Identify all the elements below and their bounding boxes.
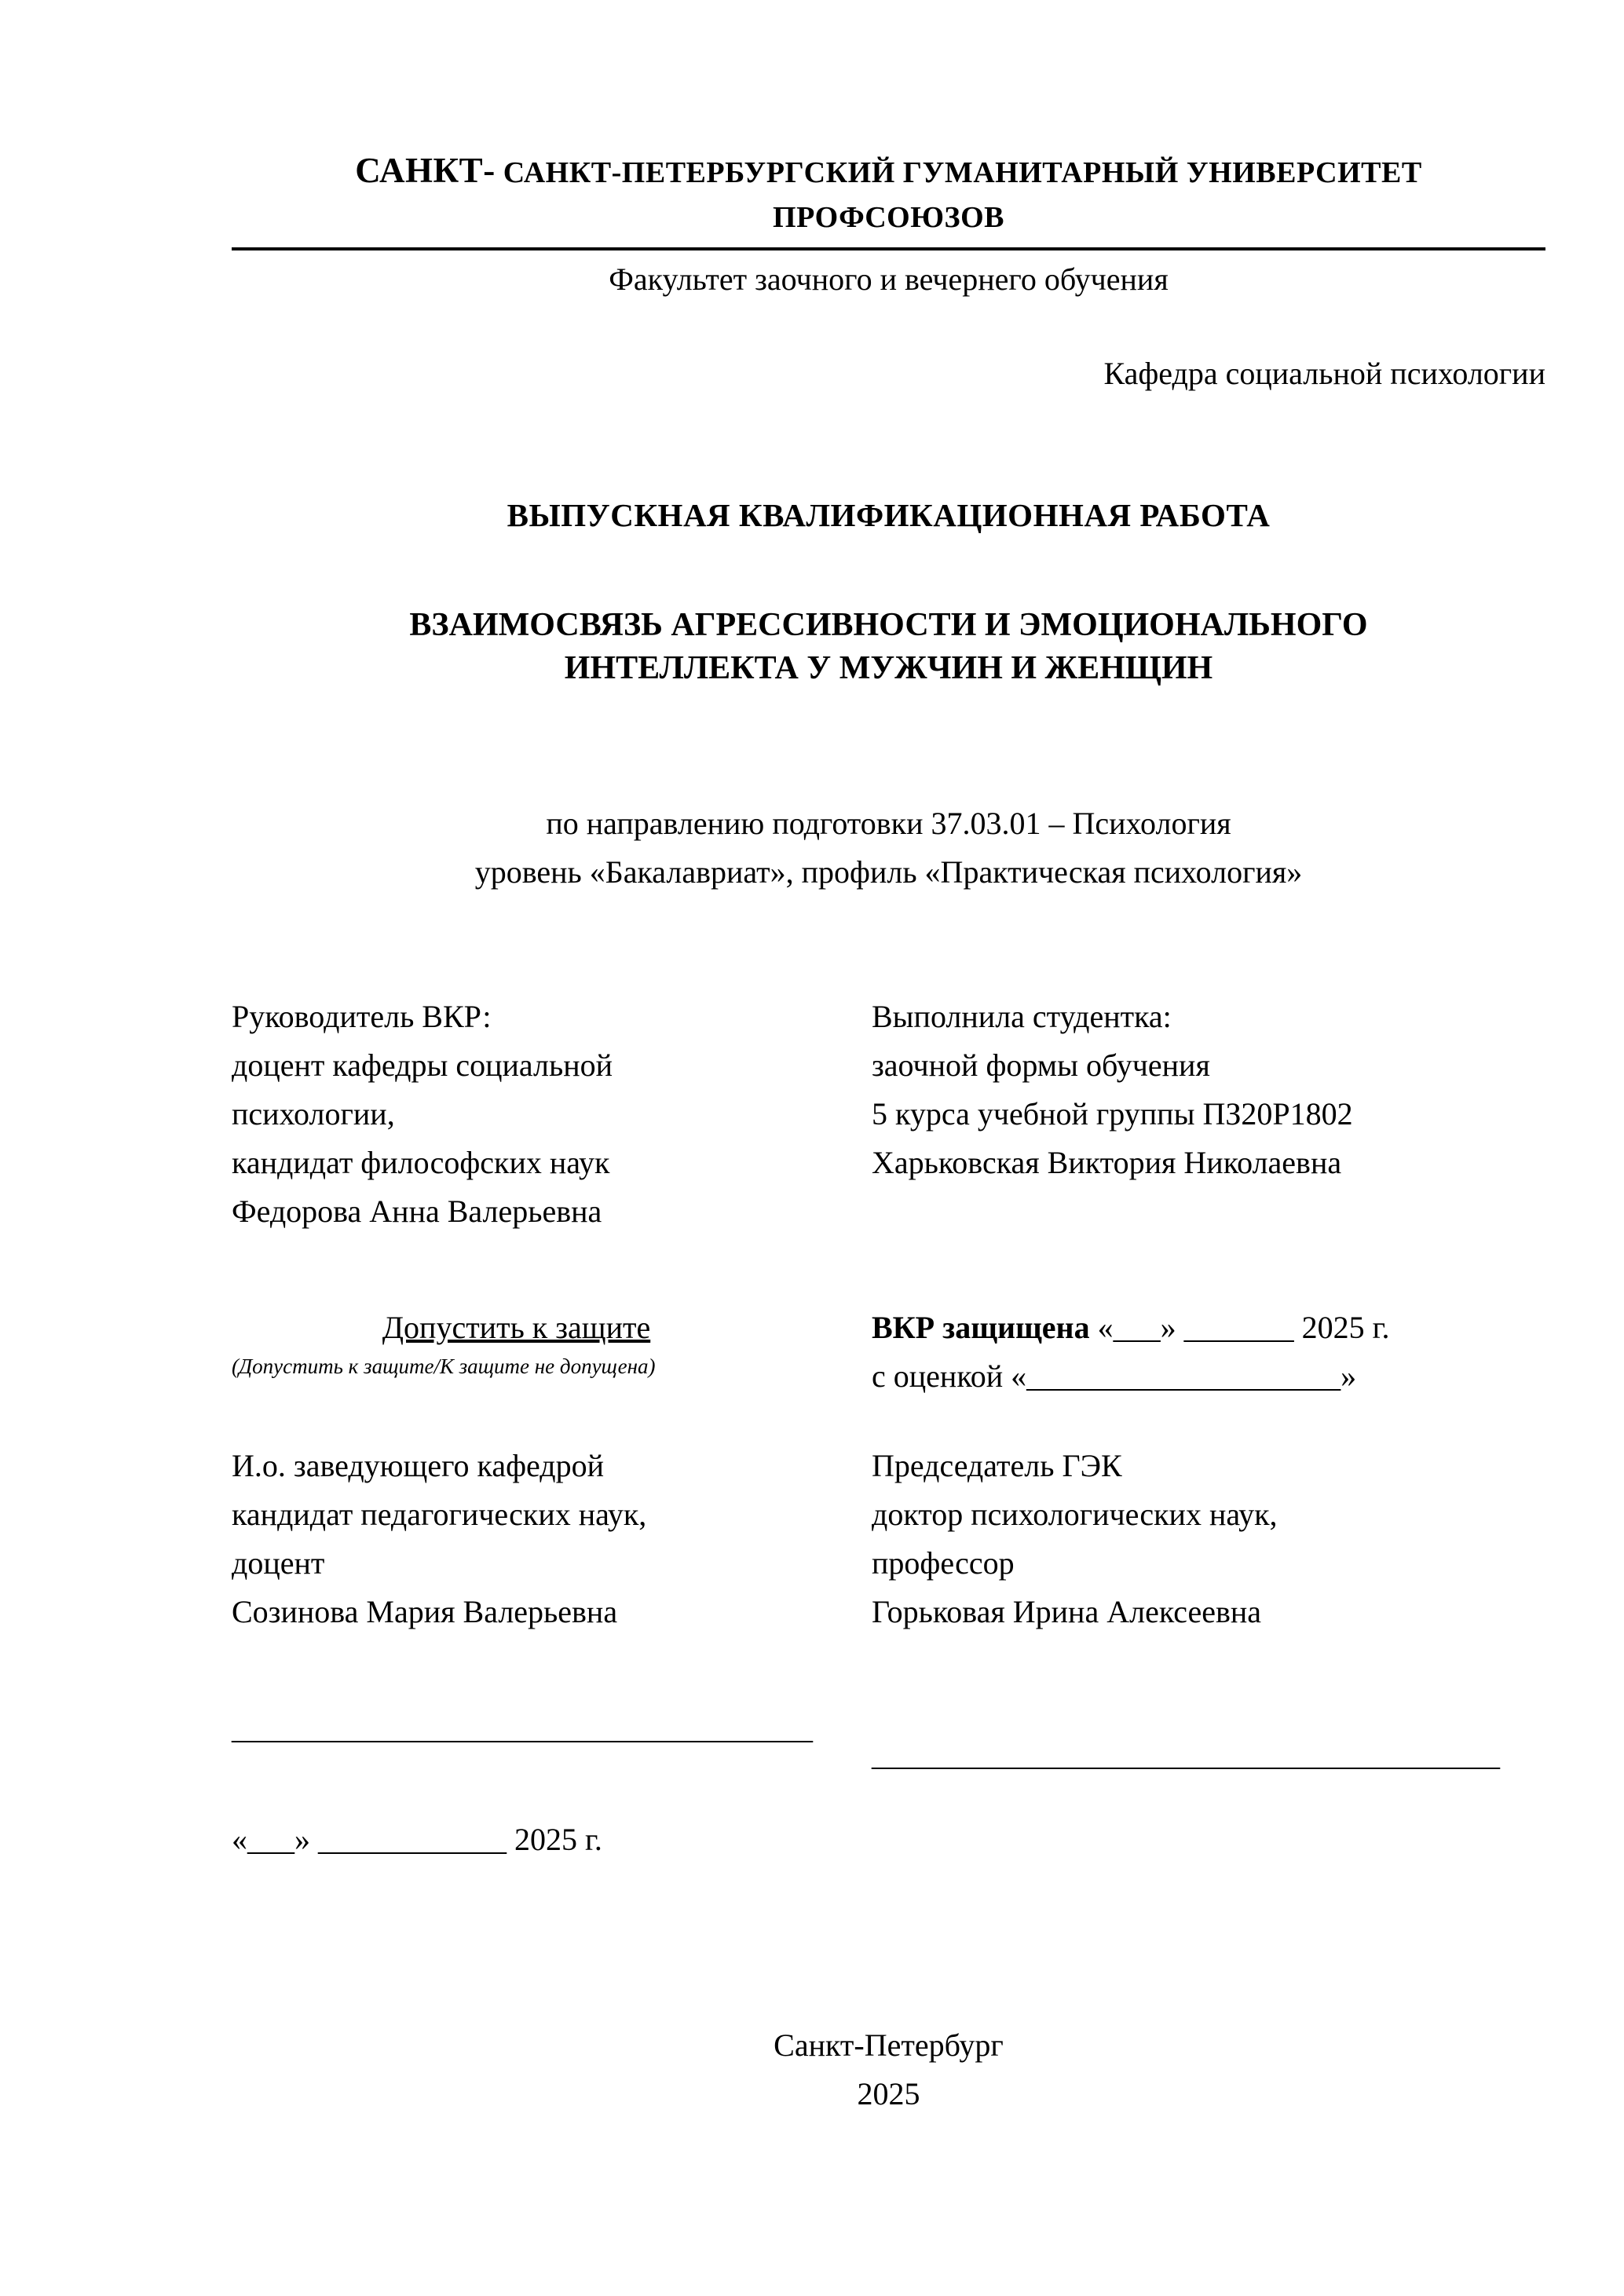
program-direction: по направлению подготовки 37.03.01 – Психология bbox=[546, 805, 1231, 841]
university-header bbox=[232, 145, 1545, 250]
student-line: Харьковская Виктория Николаевна bbox=[872, 1144, 1342, 1180]
thesis-title-line1: ВЗАИМОСВЯЗЬ АГРЕССИВНОСТИ И ЭМОЦИОНАЛЬНОГО bbox=[409, 606, 1368, 643]
supervisor-line: Руководитель ВКР: bbox=[232, 998, 492, 1034]
thesis-title bbox=[232, 604, 1545, 691]
supervisor-block bbox=[232, 993, 872, 1236]
university-name-rest: САНКТ-ПЕТЕРБУРГСКИЙ ГУМАНИТАРНЫЙ УНИВЕРСИТЕТ bbox=[495, 156, 1422, 189]
defense-date-blank: «___» _______ 2025 г. bbox=[1089, 1309, 1390, 1345]
university-name-line2: ПРОФСОЮЗОВ bbox=[773, 201, 1004, 235]
department-name: Кафедра социальной психологии bbox=[1103, 356, 1545, 392]
faculty-name: Факультет заочного и вечернего обучения bbox=[609, 261, 1169, 298]
footer-year: 2025 bbox=[857, 2075, 920, 2111]
supervisor-line: доцент кафедры социальной bbox=[232, 1047, 613, 1083]
supervisor-line: Федорова Анна Валерьевна bbox=[232, 1193, 602, 1229]
footer-city: Санкт-Петербург bbox=[774, 2027, 1004, 2063]
signature-date-line: «___» ____________ 2025 г. bbox=[232, 1821, 602, 1857]
defense-grade-line: с оценкой «____________________» bbox=[872, 1358, 1357, 1394]
university-name-line1 bbox=[232, 145, 1545, 196]
work-type-title: ВЫПУСКНАЯ КВАЛИФИКАЦИОННАЯ РАБОТА bbox=[507, 497, 1271, 534]
student-line: заочной формы обучения bbox=[872, 1047, 1210, 1083]
committee-chair-block bbox=[872, 1442, 1545, 1636]
department-head-line: Созинова Мария Валерьевна bbox=[232, 1593, 618, 1629]
admission-defense-row bbox=[232, 1303, 1545, 1401]
admission-note: (Допустить к защите/К защите не допущена) bbox=[232, 1354, 656, 1378]
signature-line-right: ________________________________________ bbox=[872, 1736, 1500, 1772]
program-info bbox=[232, 799, 1545, 897]
defense-date-line bbox=[872, 1303, 1545, 1352]
footer bbox=[232, 2021, 1545, 2119]
department-head-block bbox=[232, 1442, 872, 1636]
defense-block bbox=[872, 1303, 1545, 1401]
student-line: Выполнила студентка: bbox=[872, 998, 1172, 1034]
university-name-prefix: САНКТ- bbox=[355, 151, 496, 190]
committee-chair-line: профессор bbox=[872, 1545, 1015, 1581]
department-head-line: доцент bbox=[232, 1545, 325, 1581]
officials-row bbox=[232, 1442, 1545, 1636]
program-level: уровень «Бакалавриат», профиль «Практическая психология» bbox=[474, 854, 1303, 890]
thesis-title-line2: ИНТЕЛЛЕКТА У МУЖЧИН И ЖЕНЩИН bbox=[564, 650, 1213, 687]
department-head-line: И.о. заведующего кафедрой bbox=[232, 1447, 605, 1483]
admission-title: Допустить к защите bbox=[382, 1309, 651, 1345]
supervisor-line: психологии, bbox=[232, 1095, 395, 1132]
student-line: 5 курса учебной группы ПЗ20Р1802 bbox=[872, 1095, 1353, 1132]
supervisor-line: кандидат философских наук bbox=[232, 1144, 610, 1180]
committee-chair-line: доктор психологических наук, bbox=[872, 1496, 1278, 1532]
committee-chair-line: Председатель ГЭК bbox=[872, 1447, 1122, 1483]
defense-label: ВКР защищена bbox=[872, 1309, 1090, 1345]
student-block bbox=[872, 993, 1545, 1236]
signature-line-left: _____________________________________ bbox=[232, 1709, 813, 1746]
admission-block bbox=[232, 1303, 872, 1401]
people-row bbox=[232, 993, 1545, 1236]
department-head-line: кандидат педагогических наук, bbox=[232, 1496, 647, 1532]
signature-row bbox=[232, 1704, 1545, 1779]
committee-chair-line: Горьковая Ирина Алексеевна bbox=[872, 1593, 1262, 1629]
